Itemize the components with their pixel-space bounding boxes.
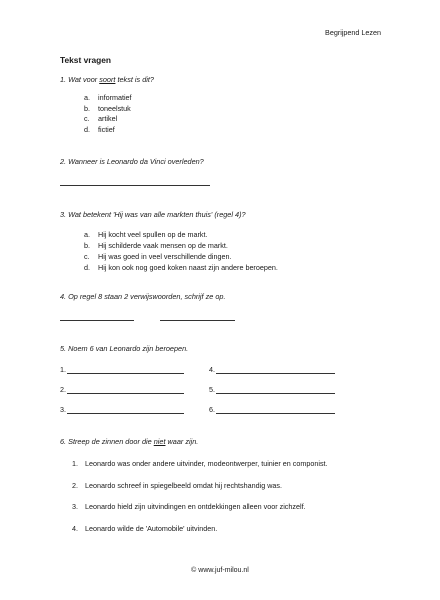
- question-6-text-end: waar zijn.: [165, 437, 199, 446]
- statement-number: 3.: [72, 502, 78, 511]
- statement-4[interactable]: [72, 524, 217, 533]
- option-a: [84, 229, 278, 240]
- question-5: 5. Noem 6 van Leonardo zijn beroepen.: [60, 344, 189, 353]
- answer-line[interactable]: [216, 413, 335, 414]
- statement-1[interactable]: [72, 459, 328, 468]
- answer-number: 2.: [60, 385, 66, 394]
- option-letter: b.: [84, 241, 90, 250]
- question-3-options: [84, 229, 278, 273]
- answer-line[interactable]: [67, 373, 184, 374]
- option-text: Hij was goed in veel verschillende dingen.: [98, 252, 232, 261]
- statement-2[interactable]: [72, 481, 282, 490]
- statement-number: 2.: [72, 481, 78, 490]
- option-c: [84, 251, 278, 262]
- answer-number: 5.: [209, 385, 215, 394]
- answer-line[interactable]: [67, 413, 184, 414]
- answer-line[interactable]: [60, 320, 134, 321]
- statement-text: Leonardo schreef in spiegelbeeld omdat hij rechtshandig was.: [85, 481, 282, 490]
- answer-line[interactable]: [60, 185, 210, 186]
- option-letter: d.: [84, 124, 90, 134]
- statement-text: Leonardo wilde de 'Automobile' uitvinden.: [85, 524, 218, 533]
- option-letter: c.: [84, 114, 90, 124]
- answer-line[interactable]: [216, 373, 335, 374]
- question-2: 2. Wanneer is Leonardo da Vinci overleden?: [60, 157, 204, 166]
- option-b: [84, 240, 278, 251]
- question-4: 4. Op regel 8 staan 2 verwijswoorden, schrijf ze op.: [60, 292, 226, 301]
- option-a: [84, 93, 132, 104]
- statement-3[interactable]: [72, 502, 306, 511]
- option-text: Hij kon ook nog goed koken naast zijn andere beroepen.: [98, 263, 278, 272]
- question-1-options: [84, 93, 132, 135]
- option-b: [84, 104, 132, 115]
- answer-line[interactable]: [160, 320, 235, 321]
- option-d: [84, 262, 278, 273]
- option-text: toneelstuk: [98, 103, 131, 113]
- option-d: [84, 125, 132, 136]
- option-c: [84, 114, 132, 125]
- question-1: [60, 75, 154, 84]
- statement-number: 1.: [72, 459, 78, 468]
- footer-copyright: © www.juf-milou.nl: [191, 567, 249, 574]
- option-text: Hij kocht veel spullen op de markt.: [98, 230, 208, 239]
- option-letter: d.: [84, 263, 90, 272]
- statement-text: Leonardo hield zijn uitvindingen en ontdekkingen alleen voor zichzelf.: [85, 502, 306, 511]
- option-text: Hij schilderde vaak mensen op de markt.: [98, 241, 228, 250]
- option-text: artikel: [98, 114, 118, 124]
- page-title: Tekst vragen: [60, 55, 112, 65]
- question-6-underlined-word: niet: [153, 437, 166, 446]
- question-1-underlined-word: soort: [99, 75, 116, 84]
- question-6: [60, 437, 198, 446]
- answer-line[interactable]: [216, 393, 335, 394]
- option-letter: b.: [84, 103, 90, 113]
- question-6-text-start: 6. Streep de zinnen door die: [60, 437, 154, 446]
- question-1-text-end: tekst is dit?: [115, 75, 154, 84]
- answer-number: 1.: [60, 365, 66, 374]
- option-text: informatief: [98, 93, 132, 102]
- question-1-text-start: 1. Wat voor: [60, 75, 100, 84]
- statement-text: Leonardo was onder andere uitvinder, modeontwerper, tuinier en componist.: [85, 459, 328, 468]
- statement-number: 4.: [72, 524, 78, 533]
- answer-line[interactable]: [67, 393, 184, 394]
- option-letter: c.: [84, 252, 90, 261]
- question-3: 3. Wat betekent 'Hij was van alle markten thuis' (regel 4)?: [60, 210, 246, 219]
- answer-number: 4.: [209, 365, 215, 374]
- option-letter: a.: [84, 93, 90, 102]
- subject-header: Begrijpend Lezen: [325, 28, 381, 37]
- option-text: fictief: [98, 124, 115, 134]
- option-letter: a.: [84, 230, 90, 239]
- answer-number: 6.: [209, 405, 215, 414]
- answer-number: 3.: [60, 405, 66, 414]
